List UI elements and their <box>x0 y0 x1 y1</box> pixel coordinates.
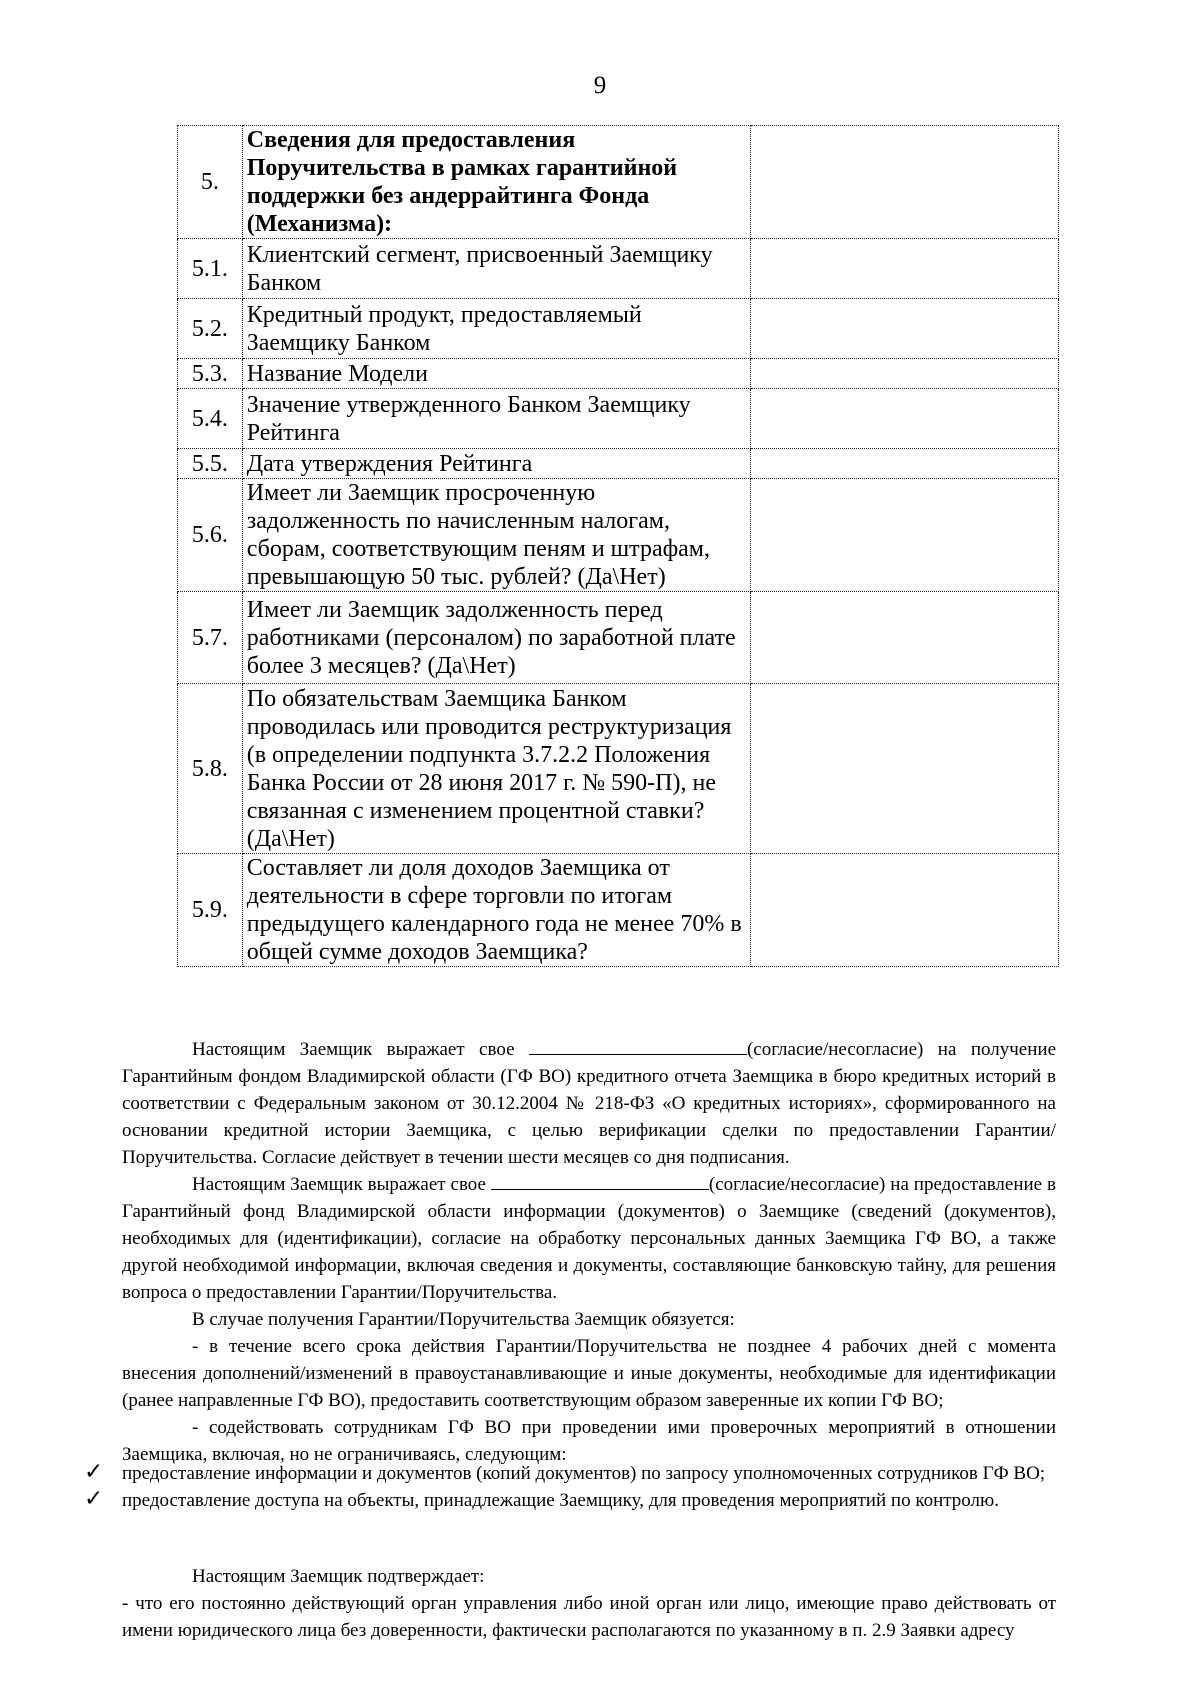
checkmark-icon: ✓ <box>84 1459 104 1485</box>
table-row <box>178 359 1059 389</box>
table-row <box>178 449 1059 479</box>
row-number: 5.4. <box>178 389 243 449</box>
consent-data-processing <box>122 1171 1056 1306</box>
row-question: Кредитный продукт, предоставляемый Заемщику Банком <box>242 299 750 359</box>
answer-cell[interactable] <box>750 854 1058 967</box>
table-row <box>178 389 1059 449</box>
obligations-intro: В случае получения Гарантии/Поручительства Заемщик обязуется: <box>192 1309 735 1330</box>
answer-cell[interactable] <box>750 299 1058 359</box>
table-row <box>178 854 1059 967</box>
answer-cell[interactable] <box>750 389 1058 449</box>
consent1-text: (согласие/несогласие) на получение Гарантийным фондом Владимирской области (ГФ ВО) кредитного отчета Заемщика в бюро кредитных историй в соответствии с Федеральным законом от 30.12.2004 № 218-ФЗ «О кредитных историях», сформированного на основании кредитной истории Заемщика, с целью верификации сделки по предоставлении Гарантии/Поручительства. Согласие действует в течении шести месяцев со дня подписания. <box>122 1039 1056 1168</box>
row-number: 5.5. <box>178 449 243 479</box>
obligation-item-2: - содействовать сотрудникам ГФ ВО при проведении ими проверочных мероприятий в отношении Заемщика, включая, но не ограничиваясь, следующим: <box>122 1417 1056 1465</box>
consent2-text: (согласие/несогласие) на предоставление в Гарантийный фонд Владимирской области информации (документов) о Заемщике (сведений (документов), необходимых для (идентификации), согласие на обработку персональных данных Заемщика ГФ ВО, а также другой необходимой информации, включая сведения и документы, составляющие банковскую тайну, для решения вопроса о предоставлении Гарантии/Поручительства. <box>122 1174 1057 1303</box>
check-item-2: предоставление доступа на объекты, принадлежащие Заемщику, для проведения мероприятий по контролю. <box>122 1490 999 1511</box>
checkmark-icon: ✓ <box>84 1486 104 1512</box>
consent1-blank-field[interactable] <box>529 1036 747 1055</box>
answer-cell[interactable] <box>750 479 1058 592</box>
consent2-blank-field[interactable] <box>491 1171 709 1190</box>
answer-cell[interactable] <box>750 239 1058 299</box>
row-number: 5.7. <box>178 592 243 684</box>
table-row <box>178 592 1059 684</box>
borrower-info-table <box>177 125 1059 967</box>
row-question: Значение утвержденного Банком Заемщику Рейтинга <box>242 389 750 449</box>
answer-cell[interactable] <box>750 684 1058 854</box>
confirmation-section <box>122 1563 1056 1644</box>
table-row <box>178 479 1059 592</box>
row-question: Дата утверждения Рейтинга <box>242 449 750 479</box>
row-number: 5.1. <box>178 239 243 299</box>
table-row <box>178 299 1059 359</box>
row-question: Имеет ли Заемщик задолженность перед работниками (персоналом) по заработной плате более 3 месяцев? (Да\Нет) <box>242 592 750 684</box>
obligation-item-1: - в течение всего срока действия Гарантии/Поручительства не позднее 4 рабочих дней с момента внесения дополнений/изменений в правоустанавливающие и иные документы, необходимые для идентификации (ранее направленные ГФ ВО), предоставить соответствующим образом заверенные их копии ГФ ВО; <box>122 1336 1056 1411</box>
answer-cell[interactable] <box>750 592 1058 684</box>
consent1-lead: Настоящим Заемщик выражает свое <box>192 1039 515 1060</box>
answer-cell[interactable] <box>750 359 1058 389</box>
row-question: Сведения для предоставления Поручительства в рамках гарантийной поддержки без андеррайтинга Фонда (Механизма): <box>242 126 750 239</box>
table-row <box>178 684 1059 854</box>
row-number: 5.9. <box>178 854 243 967</box>
consent-credit-report <box>122 1036 1056 1171</box>
row-question: Название Модели <box>242 359 750 389</box>
row-number: 5.8. <box>178 684 243 854</box>
confirmation-item-1: - что его постоянно действующий орган управления либо иной орган или лицо, имеющие право действовать от имени юридического лица без доверенности, фактически располагаются по указанному в п. 2.9 Заявки адресу <box>122 1593 1056 1641</box>
row-number: 5. <box>178 126 243 239</box>
check-item-1: предоставление информации и документов (копий документов) по запросу уполномоченных сотрудников ГФ ВО; <box>122 1463 1046 1484</box>
row-number: 5.2. <box>178 299 243 359</box>
answer-cell[interactable] <box>750 449 1058 479</box>
row-number: 5.6. <box>178 479 243 592</box>
answer-cell[interactable] <box>750 126 1058 239</box>
confirmation-intro: Настоящим Заемщик подтверждает: <box>192 1566 485 1587</box>
page-number: 9 <box>593 72 607 99</box>
consent2-lead: Настоящим Заемщик выражает свое <box>192 1174 486 1195</box>
obligations-section <box>122 1306 1056 1468</box>
row-question: Составляет ли доля доходов Заемщика от деятельности в сфере торговли по итогам предыдущего календарного года не менее 70% в общей сумме доходов Заемщика? <box>242 854 750 967</box>
row-number: 5.3. <box>178 359 243 389</box>
table-row <box>178 126 1059 239</box>
row-question: Имеет ли Заемщик просроченную задолженность по начисленным налогам, сборам, соответствующим пеням и штрафам, превышающую 50 тыс. рублей? (Да\Нет) <box>242 479 750 592</box>
row-question: Клиентский сегмент, присвоенный Заемщику Банком <box>242 239 750 299</box>
row-question: По обязательствам Заемщика Банком проводилась или проводится реструктуризация (в определении подпункта 3.7.2.2 Положения Банка России от 28 июня 2017 г. № 590-П), не связанная с изменением процентной ставки? (Да\Нет) <box>242 684 750 854</box>
table-row <box>178 239 1059 299</box>
